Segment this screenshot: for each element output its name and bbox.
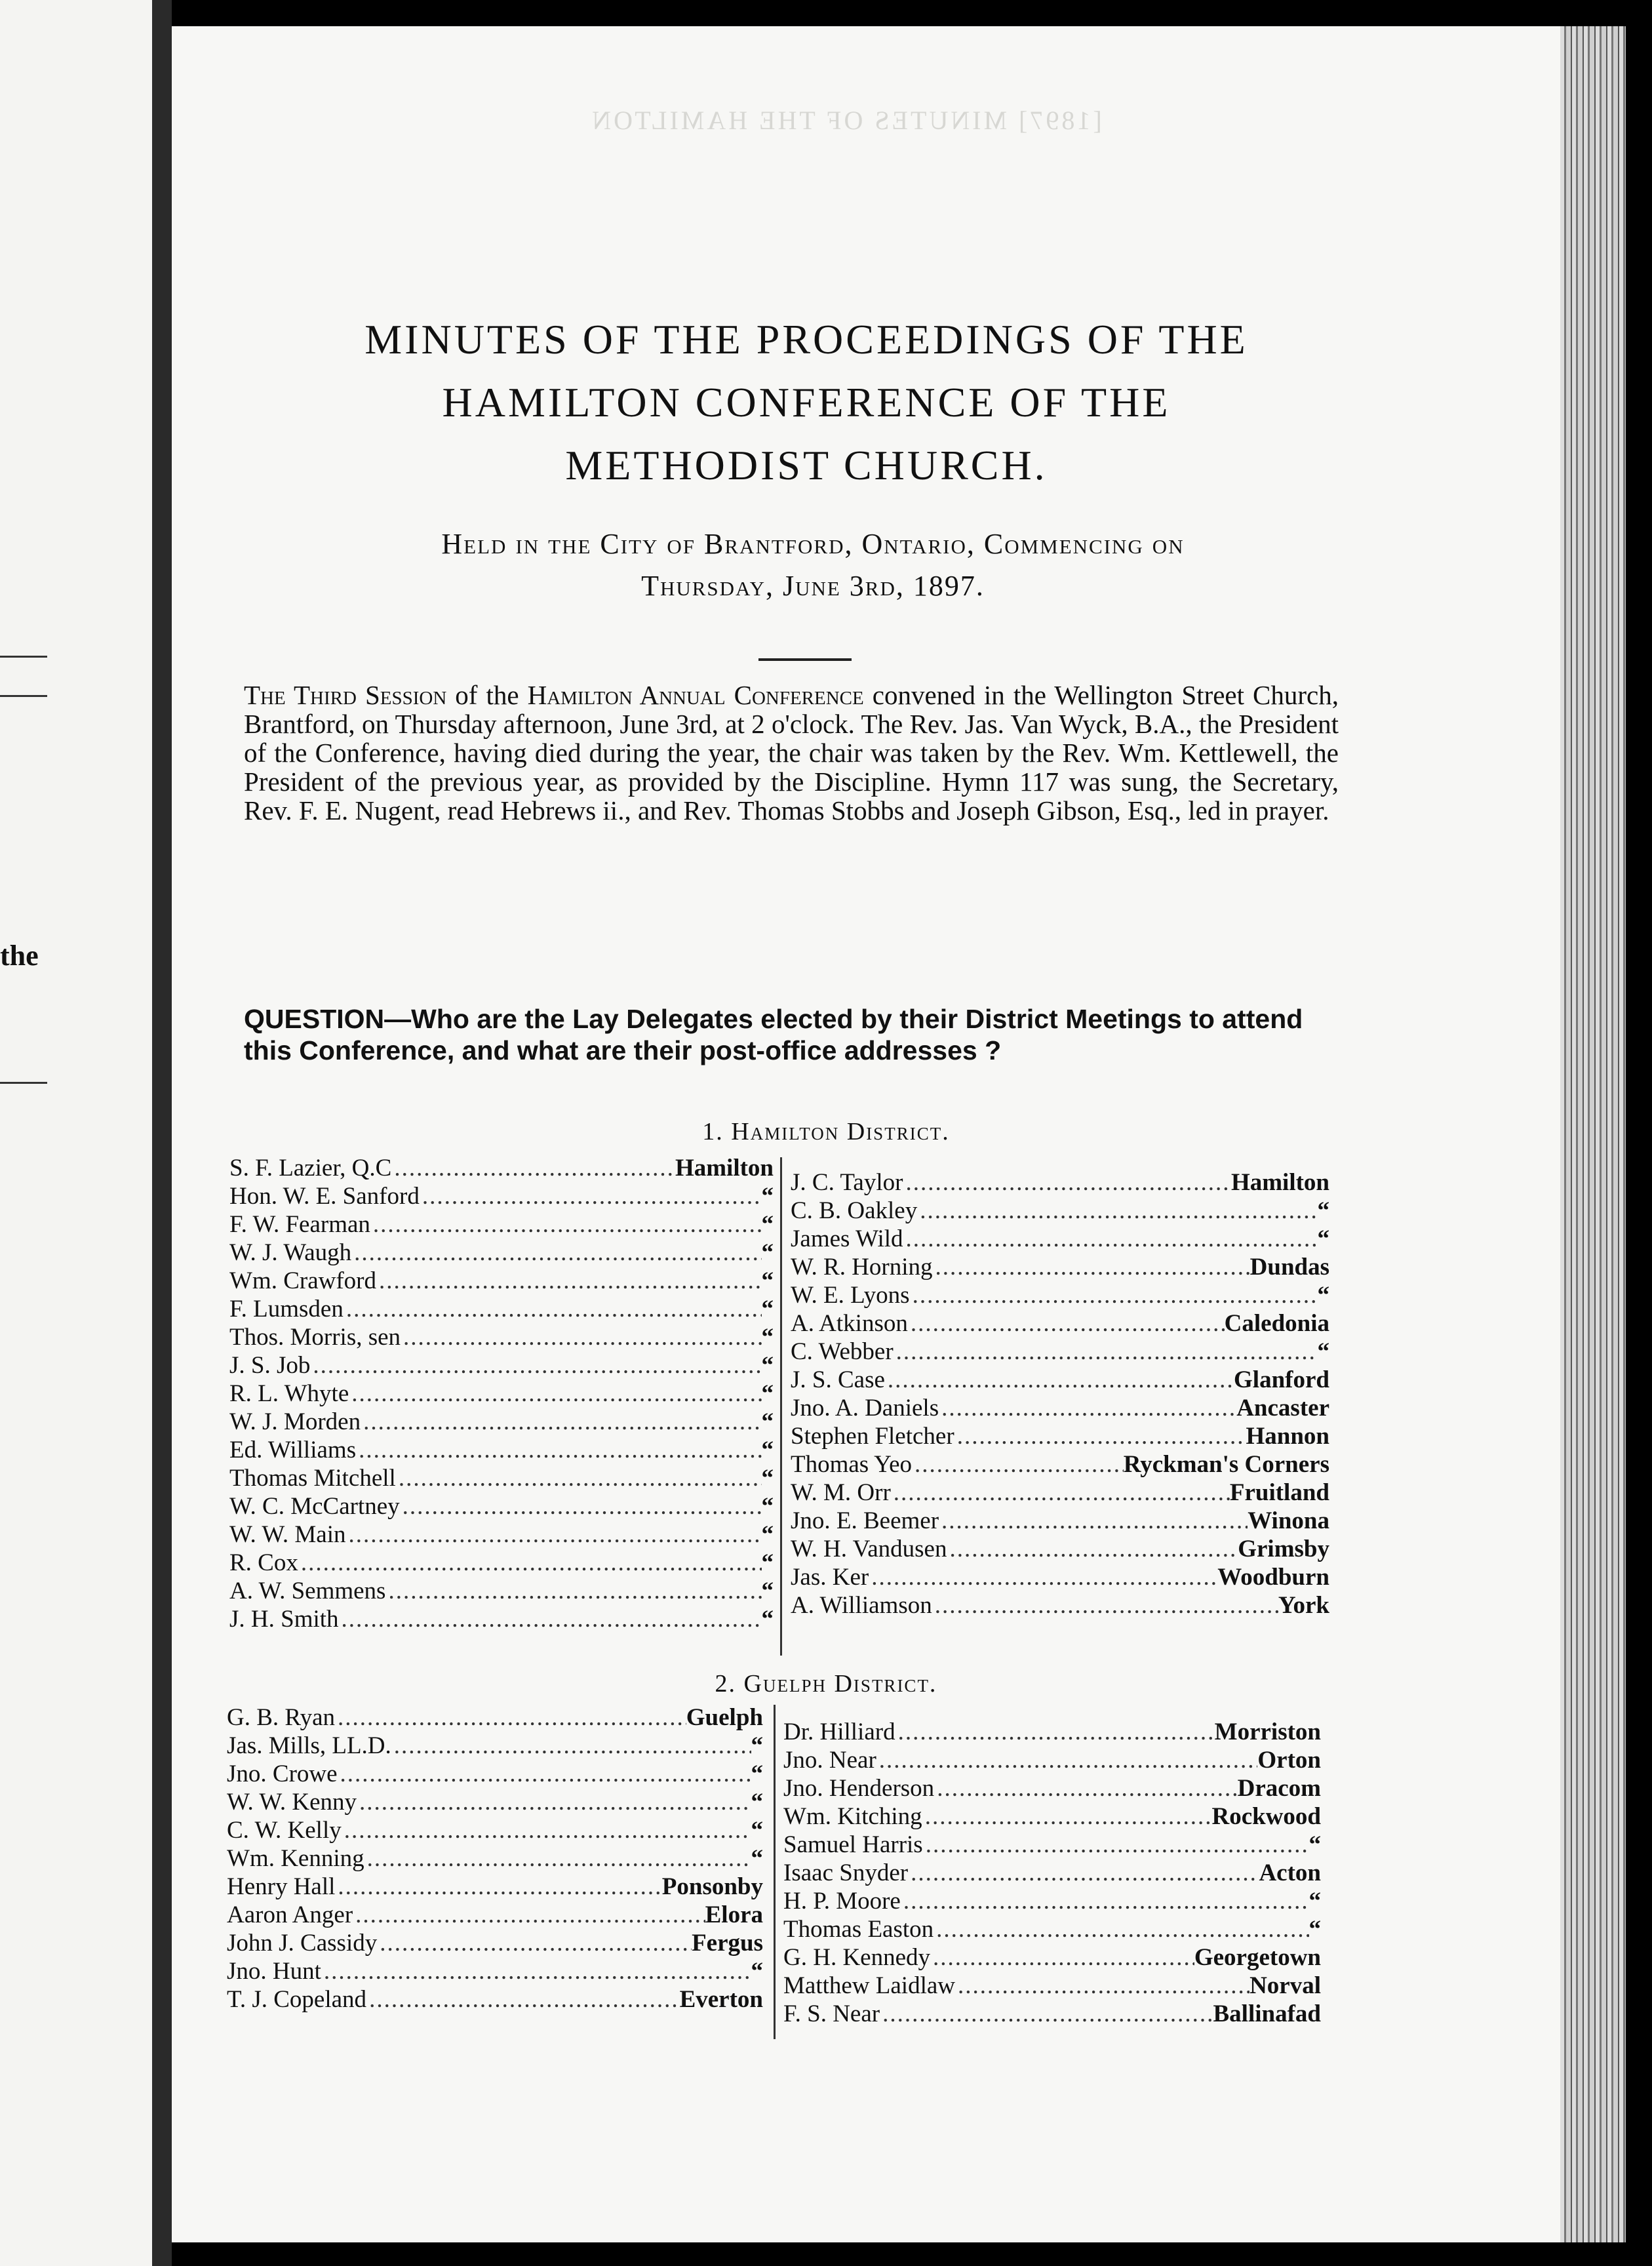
title-line: HAMILTON CONFERENCE OF THE <box>442 379 1171 426</box>
delegate-name: Jas. Ker <box>791 1564 869 1591</box>
delegate-name: Henry Hall <box>227 1873 336 1900</box>
delegate-row <box>791 1281 1329 1309</box>
delegate-name: W. R. Horning <box>791 1254 933 1281</box>
leader-dots <box>903 1168 1230 1197</box>
delegate-address: “ <box>761 1380 774 1407</box>
delegate-address: Hannon <box>1246 1423 1329 1450</box>
delegate-address: “ <box>761 1239 774 1266</box>
leader-dots <box>912 1450 1124 1479</box>
delegate-address: Rockwood <box>1211 1803 1321 1830</box>
delegate-address: Acton <box>1259 1859 1321 1886</box>
delegate-column-right <box>783 1718 1321 2028</box>
delegate-name: R. Cox <box>229 1549 298 1576</box>
delegate-name: Jno. Near <box>783 1747 876 1774</box>
delegate-name: Wm. Kitching <box>783 1803 922 1830</box>
leader-dots <box>876 1746 1258 1774</box>
delegate-name: Jas. Mills, LL.D. <box>227 1732 391 1759</box>
delegate-address: “ <box>751 1845 763 1872</box>
delegate-name: James Wild <box>791 1225 903 1252</box>
delegate-name: W. W. Main <box>229 1521 346 1548</box>
delegate-name: Thomas Mitchell <box>229 1465 396 1492</box>
leader-dots <box>401 1323 761 1351</box>
delegate-name: Stephen Fletcher <box>791 1423 954 1450</box>
delegate-name: W. W. Kenny <box>227 1789 357 1816</box>
leader-dots <box>885 1366 1234 1394</box>
delegate-name: J. S. Job <box>229 1352 311 1379</box>
delegate-name: S. F. Lazier, Q.C <box>229 1155 392 1182</box>
subtitle-held-in <box>288 523 1337 607</box>
delegate-row <box>229 1549 774 1577</box>
delegate-name: R. L. Whyte <box>229 1380 349 1407</box>
delegate-name: J. H. Smith <box>229 1606 339 1633</box>
delegate-row <box>229 1521 774 1549</box>
delegate-name: W. M. Orr <box>791 1479 891 1506</box>
delegate-address: “ <box>761 1437 774 1463</box>
delegate-address: Fergus <box>692 1930 763 1957</box>
delegate-column-left <box>229 1154 774 1633</box>
delegate-address: “ <box>751 1732 763 1759</box>
document-title <box>249 308 1364 497</box>
leader-dots <box>923 1831 1309 1859</box>
leader-dots <box>895 1718 1215 1746</box>
delegate-name: W. E. Lyons <box>791 1282 910 1309</box>
delegate-name: A. W. Semmens <box>229 1578 386 1604</box>
delegate-row <box>229 1154 774 1182</box>
question-block <box>244 1003 1339 1066</box>
title-line: MINUTES OF THE PROCEEDINGS OF THE <box>364 316 1248 363</box>
leader-dots <box>934 1915 1308 1943</box>
subtitle-line: Thursday, June 3rd, 1897. <box>641 570 985 602</box>
leader-dots <box>357 1788 751 1816</box>
delegate-row <box>227 1760 763 1788</box>
section-divider <box>758 658 852 661</box>
delegate-row <box>791 1563 1329 1591</box>
delegate-row <box>783 1859 1321 1887</box>
delegate-address: Orton <box>1257 1747 1321 1774</box>
leader-dots <box>391 1732 751 1760</box>
facing-page-rule <box>0 1082 47 1084</box>
delegate-row <box>229 1577 774 1605</box>
leader-dots <box>420 1182 762 1210</box>
delegate-address: “ <box>1308 1831 1321 1858</box>
leader-dots <box>370 1210 762 1239</box>
leader-dots <box>377 1929 692 1957</box>
delegate-address: “ <box>761 1521 774 1548</box>
delegate-address: “ <box>761 1493 774 1520</box>
leader-dots <box>880 2000 1213 2028</box>
delegate-row <box>783 1802 1321 1831</box>
leader-dots <box>339 1605 762 1633</box>
delegate-name: F. W. Fearman <box>229 1211 370 1238</box>
delegate-address: Grimsby <box>1238 1536 1329 1562</box>
leader-dots <box>349 1380 761 1408</box>
delegate-address: “ <box>1308 1888 1321 1915</box>
district-heading: 2. Guelph District. <box>715 1670 937 1698</box>
delegate-row <box>229 1323 774 1351</box>
delegate-row <box>791 1450 1329 1479</box>
delegate-row <box>227 1816 763 1844</box>
leader-dots <box>298 1549 762 1577</box>
delegate-row <box>791 1366 1329 1394</box>
delegate-address: Norval <box>1249 1972 1321 1999</box>
leader-dots <box>869 1563 1217 1591</box>
delegate-address: “ <box>761 1183 774 1210</box>
leader-dots <box>954 1422 1246 1450</box>
delegate-address: “ <box>761 1296 774 1322</box>
facing-page-rule <box>0 695 47 697</box>
leader-dots <box>338 1760 751 1788</box>
delegate-row <box>791 1168 1329 1197</box>
leader-dots <box>934 1774 1237 1802</box>
leader-dots <box>932 1591 1278 1620</box>
leader-dots <box>891 1479 1230 1507</box>
delegate-address: Everton <box>679 1986 763 2013</box>
delegate-row <box>783 1887 1321 1915</box>
delegate-row <box>791 1394 1329 1422</box>
delegate-row <box>227 1703 763 1732</box>
leader-dots <box>335 1873 661 1901</box>
delegate-row <box>229 1267 774 1295</box>
delegate-name: Wm. Kenning <box>227 1845 364 1872</box>
leader-dots <box>361 1408 761 1436</box>
delegate-name: John J. Cassidy <box>227 1930 378 1957</box>
delegate-name: Jno. Hunt <box>227 1958 321 1985</box>
delegate-address: Hamilton <box>675 1155 774 1182</box>
delegate-address: “ <box>761 1606 774 1633</box>
delegate-name: F. Lumsden <box>229 1296 344 1322</box>
delegate-row <box>229 1182 774 1210</box>
delegate-address: “ <box>761 1352 774 1379</box>
delegate-address: “ <box>761 1465 774 1492</box>
delegate-row <box>229 1295 774 1323</box>
delegate-row <box>783 1774 1321 1802</box>
delegate-address: Ryckman's Corners <box>1123 1451 1329 1478</box>
leader-dots <box>933 1253 1250 1281</box>
delegate-address: Guelph <box>686 1704 763 1731</box>
delegate-row <box>227 1929 763 1957</box>
delegate-address: York <box>1278 1592 1329 1619</box>
delegate-row <box>791 1197 1329 1225</box>
delegate-address: “ <box>1317 1338 1329 1365</box>
delegate-name: C. Webber <box>791 1338 894 1365</box>
opening-paragraph <box>244 681 1339 825</box>
delegate-address: “ <box>751 1958 763 1985</box>
leader-dots <box>939 1507 1248 1535</box>
delegate-row <box>791 1225 1329 1253</box>
delegate-row <box>229 1436 774 1464</box>
delegate-row <box>229 1492 774 1521</box>
delegate-row <box>229 1351 774 1380</box>
delegate-name: Hon. W. E. Sanford <box>229 1183 420 1210</box>
delegate-name: W. C. McCartney <box>229 1493 400 1520</box>
delegate-row <box>227 1788 763 1816</box>
delegate-address: Dracom <box>1237 1775 1321 1802</box>
district-heading: 1. Hamilton District. <box>702 1118 950 1145</box>
delegate-row <box>229 1464 774 1492</box>
delegate-row <box>227 1901 763 1929</box>
delegate-row <box>791 1309 1329 1338</box>
delegate-name: Samuel Harris <box>783 1831 923 1858</box>
leader-dots <box>939 1394 1236 1422</box>
delegate-row <box>227 1957 763 1985</box>
delegate-row <box>791 1535 1329 1563</box>
delegate-address: “ <box>1308 1916 1321 1943</box>
conference-name: Hamilton Annual Conference <box>527 680 864 710</box>
delegate-row <box>783 1915 1321 1943</box>
delegate-row <box>227 1873 763 1901</box>
leader-dots <box>310 1351 761 1380</box>
leader-dots <box>917 1197 1317 1225</box>
leader-dots <box>385 1577 761 1605</box>
leader-dots <box>901 1887 1309 1915</box>
delegate-name: C. B. Oakley <box>791 1197 918 1224</box>
delegate-address: Caledonia <box>1224 1310 1329 1337</box>
delegate-name: Matthew Laidlaw <box>783 1972 955 1999</box>
question-label: QUESTION <box>244 1004 385 1034</box>
leader-dots <box>930 1943 1194 1972</box>
delegate-row <box>791 1507 1329 1535</box>
leader-dots <box>908 1859 1259 1887</box>
leader-dots <box>922 1802 1212 1831</box>
delegate-address: “ <box>1317 1197 1329 1224</box>
delegate-row <box>783 1718 1321 1746</box>
delegate-row <box>791 1338 1329 1366</box>
delegate-address: “ <box>761 1408 774 1435</box>
leader-dots <box>396 1464 762 1492</box>
delegate-row <box>783 1943 1321 1972</box>
delegate-name: C. W. Kelly <box>227 1817 342 1844</box>
delegate-address: “ <box>751 1789 763 1816</box>
leader-dots <box>955 1972 1249 2000</box>
leader-dots <box>903 1225 1318 1253</box>
delegate-row <box>229 1210 774 1239</box>
delegate-address: Morriston <box>1214 1719 1321 1745</box>
delegate-row <box>783 1746 1321 1774</box>
delegate-address: “ <box>751 1817 763 1844</box>
delegate-row <box>791 1422 1329 1450</box>
leader-dots <box>321 1957 751 1985</box>
delegate-address: Hamilton <box>1230 1169 1329 1196</box>
facing-page-text: the <box>0 940 39 972</box>
delegate-name: Thomas Yeo <box>791 1451 913 1478</box>
delegate-row <box>229 1380 774 1408</box>
delegate-address: Woodburn <box>1217 1564 1329 1591</box>
delegate-address: Dundas <box>1249 1254 1329 1281</box>
delegate-address: Ponsonby <box>661 1873 763 1900</box>
leader-dots <box>351 1239 761 1267</box>
delegate-column-left <box>227 1703 763 2014</box>
column-rule <box>780 1157 782 1656</box>
delegate-name: J. S. Case <box>791 1366 885 1393</box>
delegate-address: Fruitland <box>1229 1479 1329 1506</box>
delegate-address: “ <box>761 1324 774 1351</box>
leader-dots <box>376 1267 762 1295</box>
delegate-name: Jno. E. Beemer <box>791 1507 939 1534</box>
column-rule <box>774 1705 776 2039</box>
delegate-row <box>791 1253 1329 1281</box>
delegate-address: Ancaster <box>1236 1395 1329 1421</box>
leader-dots <box>400 1492 762 1521</box>
delegate-row <box>783 1972 1321 2000</box>
leader-dots <box>342 1816 751 1844</box>
delegate-address: “ <box>751 1760 763 1787</box>
leader-dots <box>391 1154 675 1182</box>
leader-dots <box>894 1338 1318 1366</box>
title-line: METHODIST CHURCH. <box>565 442 1048 488</box>
leader-dots <box>335 1703 686 1732</box>
delegate-name: Jno. Henderson <box>783 1775 935 1802</box>
delegate-row <box>783 2000 1321 2028</box>
delegate-name: T. J. Copeland <box>227 1986 367 2013</box>
paragraph-lead: The Third Session <box>244 680 447 710</box>
delegate-address: “ <box>1317 1282 1329 1309</box>
facing-page-rule <box>0 656 47 658</box>
delegate-address: “ <box>761 1549 774 1576</box>
delegate-name: Jno. A. Daniels <box>791 1395 939 1421</box>
delegate-address: Georgetown <box>1194 1944 1321 1971</box>
delegate-name: Ed. Williams <box>229 1437 357 1463</box>
delegate-address: Ballinafad <box>1213 2000 1321 2027</box>
delegate-row <box>227 1732 763 1760</box>
leader-dots <box>947 1535 1238 1563</box>
delegate-column-right <box>791 1168 1329 1620</box>
delegate-name: H. P. Moore <box>783 1888 901 1915</box>
delegate-row <box>791 1591 1329 1620</box>
leader-dots <box>366 1985 680 2014</box>
delegate-name: Dr. Hilliard <box>783 1719 895 1745</box>
delegate-name: A. Williamson <box>791 1592 932 1619</box>
delegate-address: Glanford <box>1234 1366 1329 1393</box>
bleed-through-running-head: [1897] MINUTES OF THE HAMILTON <box>589 106 1102 135</box>
delegate-address: Winona <box>1248 1507 1329 1534</box>
leader-dots <box>910 1281 1318 1309</box>
leader-dots <box>908 1309 1225 1338</box>
leader-dots <box>364 1844 751 1873</box>
leader-dots <box>344 1295 762 1323</box>
delegate-name: Aaron Anger <box>227 1901 353 1928</box>
delegate-name: A. Atkinson <box>791 1310 908 1337</box>
delegate-name: W. H. Vandusen <box>791 1536 947 1562</box>
delegate-row <box>783 1831 1321 1859</box>
delegate-row <box>227 1844 763 1873</box>
delegate-address: Elora <box>705 1901 763 1928</box>
delegate-name: J. C. Taylor <box>791 1169 903 1196</box>
delegate-name: Jno. Crowe <box>227 1760 338 1787</box>
subtitle-line: Held in the City of Brantford, Ontario, Commencing on <box>441 528 1185 560</box>
delegate-address: “ <box>1317 1225 1329 1252</box>
leader-dots <box>345 1521 761 1549</box>
delegate-name: F. S. Near <box>783 2000 880 2027</box>
delegate-address: “ <box>761 1211 774 1238</box>
delegate-address: “ <box>761 1267 774 1294</box>
delegate-name: Thos. Morris, sen <box>229 1324 401 1351</box>
delegate-address: “ <box>761 1578 774 1604</box>
delegate-name: W. J. Waugh <box>229 1239 352 1266</box>
delegate-name: W. J. Morden <box>229 1408 361 1435</box>
delegate-name: Wm. Crawford <box>229 1267 376 1294</box>
delegate-row <box>229 1605 774 1633</box>
leader-dots <box>353 1901 705 1929</box>
leader-dots <box>356 1436 761 1464</box>
delegate-name: G. B. Ryan <box>227 1704 336 1731</box>
delegate-row <box>227 1985 763 2014</box>
question-text: —Who are the Lay Delegates elected by their District Meetings to attend this Conference, and what are their post-office addresses ? <box>244 1004 1303 1065</box>
delegate-row <box>791 1479 1329 1507</box>
delegate-row <box>229 1239 774 1267</box>
paragraph-text: of the <box>446 680 528 710</box>
delegate-name: Isaac Snyder <box>783 1859 909 1886</box>
paragraph-text: convened in the Wellington Street Church, Brantford, on Thursday afternoon, June 3rd, at 2 o'clock. The Rev. Jas. Van Wyck, B.A., the President of the Conference, having died during the year, the chair was taken by the Rev. Wm. Kettlewell, the President of the previous year, as provided by the Discipline. Hymn 117 was sung, the Secretary, Rev. F. E. Nugent, read Hebrews ii., and Rev. Thomas Stobbs and Joseph Gibson, Esq., led in prayer. <box>244 680 1339 825</box>
delegate-name: Thomas Easton <box>783 1916 934 1943</box>
delegate-name: G. H. Kennedy <box>783 1944 931 1971</box>
delegate-row <box>229 1408 774 1436</box>
